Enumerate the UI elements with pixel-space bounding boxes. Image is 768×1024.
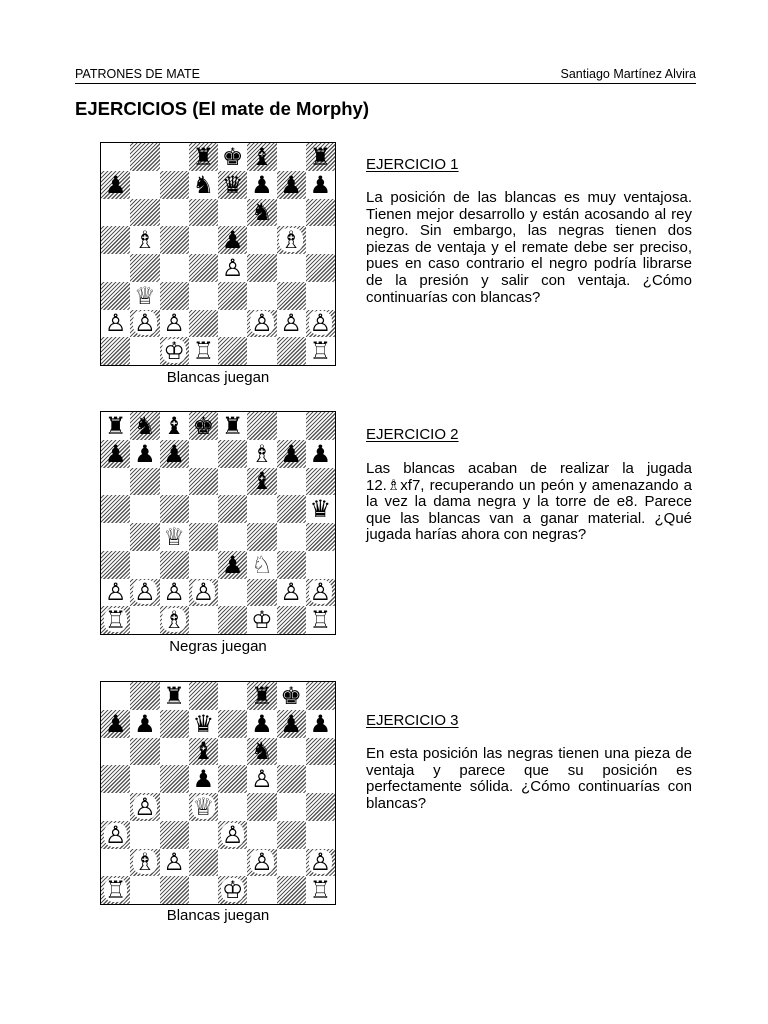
square-e3 bbox=[218, 821, 247, 849]
square-c6 bbox=[160, 199, 189, 227]
square-h1 bbox=[306, 606, 335, 634]
square-d7 bbox=[189, 440, 218, 468]
header-author: Santiago Martínez Alvira bbox=[560, 67, 696, 81]
square-e7 bbox=[218, 171, 247, 199]
square-h5 bbox=[306, 226, 335, 254]
square-d5 bbox=[189, 495, 218, 523]
black-rook-icon: ♜ bbox=[192, 142, 215, 171]
square-c6 bbox=[160, 738, 189, 766]
square-c5 bbox=[160, 765, 189, 793]
white-pawn-icon: ♙ bbox=[104, 309, 127, 338]
black-pawn-icon: ♟ bbox=[221, 550, 244, 579]
square-e6 bbox=[218, 468, 247, 496]
square-h2 bbox=[306, 579, 335, 607]
square-d3 bbox=[189, 551, 218, 579]
chess-board-1 bbox=[100, 142, 336, 366]
page-header bbox=[75, 66, 696, 84]
square-h2 bbox=[306, 849, 335, 877]
square-e4 bbox=[218, 254, 247, 282]
white-pawn-icon: ♙ bbox=[134, 578, 156, 607]
square-f2 bbox=[247, 849, 276, 877]
white-pawn-icon: ♙ bbox=[134, 792, 156, 821]
square-e7 bbox=[218, 710, 247, 738]
square-b2 bbox=[130, 849, 159, 877]
square-a4 bbox=[101, 523, 130, 551]
square-h6 bbox=[306, 199, 335, 227]
square-e1 bbox=[218, 606, 247, 634]
black-queen-icon: ♛ bbox=[221, 170, 244, 199]
white-king-icon: ♔ bbox=[251, 606, 273, 635]
square-h1 bbox=[306, 337, 335, 365]
square-b8 bbox=[130, 143, 159, 171]
black-bishop-icon: ♝ bbox=[163, 411, 185, 440]
square-h4 bbox=[306, 254, 335, 282]
board-3-caption: Blancas juegan bbox=[166, 907, 270, 924]
square-b6 bbox=[130, 199, 159, 227]
square-d8 bbox=[189, 143, 218, 171]
exercise-1-text: La posición de las blancas es muy ventajosa. Tienen mejor desarrollo y están acosando al rey negro. Sin embargo, las negras tienen dos piezas de ventaja y el remate debe ser preciso, pues en caso contrario el negro podría librarse de la presión y salir con ventaja. ¿Cómo continuarías con blancas? bbox=[366, 189, 692, 306]
white-rook-icon: ♖ bbox=[104, 876, 127, 905]
black-rook-icon: ♜ bbox=[104, 411, 127, 440]
square-e8 bbox=[218, 143, 247, 171]
black-pawn-icon: ♟ bbox=[251, 709, 273, 738]
black-rook-icon: ♜ bbox=[221, 411, 244, 440]
square-h7 bbox=[306, 710, 335, 738]
square-g3 bbox=[277, 282, 306, 310]
exercise-3-text: En esta posición las negras tienen una pieza de ventaja y parece que su posición es perfectamente sólida. ¿Cómo continuarías con blancas? bbox=[366, 745, 692, 812]
black-pawn-icon: ♟ bbox=[309, 439, 332, 468]
square-e3 bbox=[218, 282, 247, 310]
exercise-2-text: Las blancas acaban de realizar la jugada 12.♗xf7, recuperando un peón y amenazando a la vez la dama negra y la torre de e8. Parece que las blancas van a ganar material. ¿Qué jugada harías ahora con negras? bbox=[366, 460, 692, 544]
square-d5 bbox=[189, 765, 218, 793]
square-g7 bbox=[277, 171, 306, 199]
square-a6 bbox=[101, 468, 130, 496]
square-g5 bbox=[277, 226, 306, 254]
square-h5 bbox=[306, 495, 335, 523]
square-e4 bbox=[218, 793, 247, 821]
square-e6 bbox=[218, 738, 247, 766]
square-f1 bbox=[247, 337, 276, 365]
square-b3 bbox=[130, 551, 159, 579]
square-g1 bbox=[277, 337, 306, 365]
black-rook-icon: ♜ bbox=[163, 681, 185, 710]
black-pawn-icon: ♟ bbox=[104, 709, 127, 738]
square-d1 bbox=[189, 606, 218, 634]
square-g1 bbox=[277, 876, 306, 904]
black-pawn-icon: ♟ bbox=[280, 709, 302, 738]
square-d4 bbox=[189, 254, 218, 282]
square-d5 bbox=[189, 226, 218, 254]
black-queen-icon: ♛ bbox=[309, 495, 332, 524]
square-c4 bbox=[160, 523, 189, 551]
black-bishop-icon: ♝ bbox=[251, 467, 273, 496]
black-king-icon: ♚ bbox=[221, 142, 244, 171]
white-pawn-icon: ♙ bbox=[221, 253, 244, 282]
black-pawn-icon: ♟ bbox=[134, 709, 156, 738]
square-d4 bbox=[189, 793, 218, 821]
black-rook-icon: ♜ bbox=[309, 142, 332, 171]
square-a5 bbox=[101, 765, 130, 793]
square-f4 bbox=[247, 254, 276, 282]
page-title: EJERCICIOS (El mate de Morphy) bbox=[75, 98, 369, 119]
black-king-icon: ♚ bbox=[280, 681, 302, 710]
square-c4 bbox=[160, 254, 189, 282]
square-c2 bbox=[160, 849, 189, 877]
square-a8 bbox=[101, 412, 130, 440]
square-g2 bbox=[277, 849, 306, 877]
square-b2 bbox=[130, 579, 159, 607]
square-g4 bbox=[277, 793, 306, 821]
square-b1 bbox=[130, 337, 159, 365]
square-f7 bbox=[247, 440, 276, 468]
square-f3 bbox=[247, 551, 276, 579]
white-pawn-icon: ♙ bbox=[104, 578, 127, 607]
square-f2 bbox=[247, 310, 276, 338]
square-a5 bbox=[101, 495, 130, 523]
square-d2 bbox=[189, 310, 218, 338]
square-b5 bbox=[130, 226, 159, 254]
square-e5 bbox=[218, 765, 247, 793]
square-e7 bbox=[218, 440, 247, 468]
square-b1 bbox=[130, 876, 159, 904]
square-g8 bbox=[277, 143, 306, 171]
square-c6 bbox=[160, 468, 189, 496]
square-c8 bbox=[160, 412, 189, 440]
white-pawn-icon: ♙ bbox=[221, 820, 244, 849]
square-c7 bbox=[160, 710, 189, 738]
square-g4 bbox=[277, 523, 306, 551]
square-d1 bbox=[189, 876, 218, 904]
square-c2 bbox=[160, 579, 189, 607]
square-f8 bbox=[247, 412, 276, 440]
black-knight-icon: ♞ bbox=[134, 411, 156, 440]
square-d6 bbox=[189, 199, 218, 227]
black-pawn-icon: ♟ bbox=[134, 439, 156, 468]
square-f3 bbox=[247, 282, 276, 310]
square-g1 bbox=[277, 606, 306, 634]
board-2-caption: Negras juegan bbox=[169, 638, 267, 655]
white-bishop-icon: ♗ bbox=[134, 226, 156, 255]
square-h5 bbox=[306, 765, 335, 793]
square-c4 bbox=[160, 793, 189, 821]
square-c2 bbox=[160, 310, 189, 338]
square-d3 bbox=[189, 282, 218, 310]
square-b4 bbox=[130, 523, 159, 551]
white-pawn-icon: ♙ bbox=[309, 578, 332, 607]
white-pawn-icon: ♙ bbox=[251, 848, 273, 877]
square-d4 bbox=[189, 523, 218, 551]
white-rook-icon: ♖ bbox=[309, 606, 332, 635]
square-h3 bbox=[306, 821, 335, 849]
square-b1 bbox=[130, 606, 159, 634]
square-a6 bbox=[101, 199, 130, 227]
white-rook-icon: ♖ bbox=[309, 337, 332, 366]
square-h7 bbox=[306, 440, 335, 468]
square-d3 bbox=[189, 821, 218, 849]
square-a3 bbox=[101, 551, 130, 579]
square-b8 bbox=[130, 412, 159, 440]
black-bishop-icon: ♝ bbox=[192, 737, 215, 766]
square-c3 bbox=[160, 282, 189, 310]
square-d6 bbox=[189, 468, 218, 496]
square-e8 bbox=[218, 682, 247, 710]
square-e3 bbox=[218, 551, 247, 579]
square-c5 bbox=[160, 226, 189, 254]
square-c7 bbox=[160, 440, 189, 468]
square-f7 bbox=[247, 710, 276, 738]
black-pawn-icon: ♟ bbox=[309, 170, 332, 199]
square-a2 bbox=[101, 310, 130, 338]
square-a8 bbox=[101, 682, 130, 710]
square-f1 bbox=[247, 606, 276, 634]
white-king-icon: ♔ bbox=[221, 876, 244, 905]
square-b3 bbox=[130, 282, 159, 310]
square-e2 bbox=[218, 310, 247, 338]
white-pawn-icon: ♙ bbox=[104, 820, 127, 849]
white-pawn-icon: ♙ bbox=[309, 309, 332, 338]
black-pawn-icon: ♟ bbox=[251, 170, 273, 199]
square-f4 bbox=[247, 793, 276, 821]
square-b6 bbox=[130, 468, 159, 496]
square-g6 bbox=[277, 468, 306, 496]
header-left-text: PATRONES DE MATE bbox=[75, 67, 201, 81]
square-c8 bbox=[160, 143, 189, 171]
square-c3 bbox=[160, 551, 189, 579]
square-g2 bbox=[277, 310, 306, 338]
square-e2 bbox=[218, 579, 247, 607]
square-g3 bbox=[277, 821, 306, 849]
square-g8 bbox=[277, 682, 306, 710]
square-b6 bbox=[130, 738, 159, 766]
square-g5 bbox=[277, 495, 306, 523]
square-g6 bbox=[277, 738, 306, 766]
white-pawn-icon: ♙ bbox=[192, 578, 215, 607]
square-c3 bbox=[160, 821, 189, 849]
white-rook-icon: ♖ bbox=[309, 876, 332, 905]
square-f5 bbox=[247, 495, 276, 523]
square-b7 bbox=[130, 440, 159, 468]
square-d8 bbox=[189, 682, 218, 710]
black-pawn-icon: ♟ bbox=[280, 170, 302, 199]
black-pawn-icon: ♟ bbox=[221, 226, 244, 255]
square-b8 bbox=[130, 682, 159, 710]
square-f6 bbox=[247, 738, 276, 766]
square-d2 bbox=[189, 849, 218, 877]
black-knight-icon: ♞ bbox=[251, 198, 273, 227]
square-g8 bbox=[277, 412, 306, 440]
square-f5 bbox=[247, 765, 276, 793]
white-pawn-icon: ♙ bbox=[309, 848, 332, 877]
square-e5 bbox=[218, 226, 247, 254]
square-h4 bbox=[306, 523, 335, 551]
square-g3 bbox=[277, 551, 306, 579]
square-e1 bbox=[218, 876, 247, 904]
white-bishop-icon: ♗ bbox=[280, 226, 302, 255]
white-queen-icon: ♕ bbox=[134, 281, 156, 310]
black-pawn-icon: ♟ bbox=[104, 439, 127, 468]
square-a5 bbox=[101, 226, 130, 254]
square-b5 bbox=[130, 765, 159, 793]
square-c1 bbox=[160, 606, 189, 634]
square-g7 bbox=[277, 710, 306, 738]
white-pawn-icon: ♙ bbox=[134, 309, 156, 338]
square-c7 bbox=[160, 171, 189, 199]
square-h4 bbox=[306, 793, 335, 821]
chess-board-2 bbox=[100, 411, 336, 635]
square-h7 bbox=[306, 171, 335, 199]
square-c5 bbox=[160, 495, 189, 523]
square-e4 bbox=[218, 523, 247, 551]
square-a2 bbox=[101, 849, 130, 877]
black-pawn-icon: ♟ bbox=[309, 709, 332, 738]
black-queen-icon: ♛ bbox=[192, 709, 215, 738]
square-c1 bbox=[160, 876, 189, 904]
square-f4 bbox=[247, 523, 276, 551]
square-a2 bbox=[101, 579, 130, 607]
square-f8 bbox=[247, 143, 276, 171]
black-king-icon: ♚ bbox=[192, 411, 215, 440]
square-a7 bbox=[101, 710, 130, 738]
black-pawn-icon: ♟ bbox=[104, 170, 127, 199]
square-d2 bbox=[189, 579, 218, 607]
square-b5 bbox=[130, 495, 159, 523]
square-e2 bbox=[218, 849, 247, 877]
square-f2 bbox=[247, 579, 276, 607]
white-bishop-icon: ♗ bbox=[134, 848, 156, 877]
square-a3 bbox=[101, 821, 130, 849]
square-a1 bbox=[101, 876, 130, 904]
square-a1 bbox=[101, 606, 130, 634]
square-b7 bbox=[130, 171, 159, 199]
square-h8 bbox=[306, 682, 335, 710]
white-pawn-icon: ♙ bbox=[251, 309, 273, 338]
black-knight-icon: ♞ bbox=[251, 737, 273, 766]
white-pawn-icon: ♙ bbox=[280, 309, 302, 338]
square-b3 bbox=[130, 821, 159, 849]
black-pawn-icon: ♟ bbox=[192, 765, 215, 794]
white-queen-icon: ♕ bbox=[192, 792, 215, 821]
exercise-1-title: EJERCICIO 1 bbox=[366, 156, 459, 173]
square-a7 bbox=[101, 440, 130, 468]
square-f1 bbox=[247, 876, 276, 904]
square-h3 bbox=[306, 551, 335, 579]
square-e5 bbox=[218, 495, 247, 523]
square-e6 bbox=[218, 199, 247, 227]
square-g6 bbox=[277, 199, 306, 227]
square-f8 bbox=[247, 682, 276, 710]
square-d7 bbox=[189, 171, 218, 199]
square-f5 bbox=[247, 226, 276, 254]
square-d1 bbox=[189, 337, 218, 365]
square-h8 bbox=[306, 412, 335, 440]
square-h3 bbox=[306, 282, 335, 310]
square-a4 bbox=[101, 254, 130, 282]
white-pawn-icon: ♙ bbox=[163, 309, 185, 338]
square-h6 bbox=[306, 468, 335, 496]
square-h8 bbox=[306, 143, 335, 171]
exercise-2-title: EJERCICIO 2 bbox=[366, 426, 459, 443]
square-a8 bbox=[101, 143, 130, 171]
square-d6 bbox=[189, 738, 218, 766]
square-f7 bbox=[247, 171, 276, 199]
black-pawn-icon: ♟ bbox=[280, 439, 302, 468]
black-rook-icon: ♜ bbox=[251, 681, 273, 710]
square-d8 bbox=[189, 412, 218, 440]
square-g7 bbox=[277, 440, 306, 468]
square-h1 bbox=[306, 876, 335, 904]
square-c8 bbox=[160, 682, 189, 710]
square-h2 bbox=[306, 310, 335, 338]
square-f6 bbox=[247, 199, 276, 227]
square-f6 bbox=[247, 468, 276, 496]
white-queen-icon: ♕ bbox=[163, 522, 185, 551]
square-h6 bbox=[306, 738, 335, 766]
white-rook-icon: ♖ bbox=[192, 337, 215, 366]
black-pawn-icon: ♟ bbox=[163, 439, 185, 468]
square-b4 bbox=[130, 793, 159, 821]
square-a6 bbox=[101, 738, 130, 766]
square-b2 bbox=[130, 310, 159, 338]
square-a7 bbox=[101, 171, 130, 199]
white-pawn-icon: ♙ bbox=[251, 765, 273, 794]
square-b4 bbox=[130, 254, 159, 282]
square-d7 bbox=[189, 710, 218, 738]
white-pawn-icon: ♙ bbox=[280, 578, 302, 607]
square-b7 bbox=[130, 710, 159, 738]
white-king-icon: ♔ bbox=[163, 337, 185, 366]
black-knight-icon: ♞ bbox=[192, 170, 215, 199]
square-a1 bbox=[101, 337, 130, 365]
square-a3 bbox=[101, 282, 130, 310]
white-knight-icon: ♘ bbox=[251, 550, 273, 579]
square-a4 bbox=[101, 793, 130, 821]
black-bishop-icon: ♝ bbox=[251, 142, 273, 171]
white-rook-icon: ♖ bbox=[104, 606, 127, 635]
square-f3 bbox=[247, 821, 276, 849]
exercise-3-title: EJERCICIO 3 bbox=[366, 712, 459, 729]
board-1-caption: Blancas juegan bbox=[166, 369, 270, 386]
square-e1 bbox=[218, 337, 247, 365]
square-c1 bbox=[160, 337, 189, 365]
white-pawn-icon: ♙ bbox=[163, 848, 185, 877]
square-e8 bbox=[218, 412, 247, 440]
square-g4 bbox=[277, 254, 306, 282]
white-bishop-icon: ♗ bbox=[163, 606, 185, 635]
white-pawn-icon: ♙ bbox=[163, 578, 185, 607]
square-g5 bbox=[277, 765, 306, 793]
white-bishop-icon: ♗ bbox=[251, 439, 273, 468]
chess-board-3 bbox=[100, 681, 336, 905]
square-g2 bbox=[277, 579, 306, 607]
